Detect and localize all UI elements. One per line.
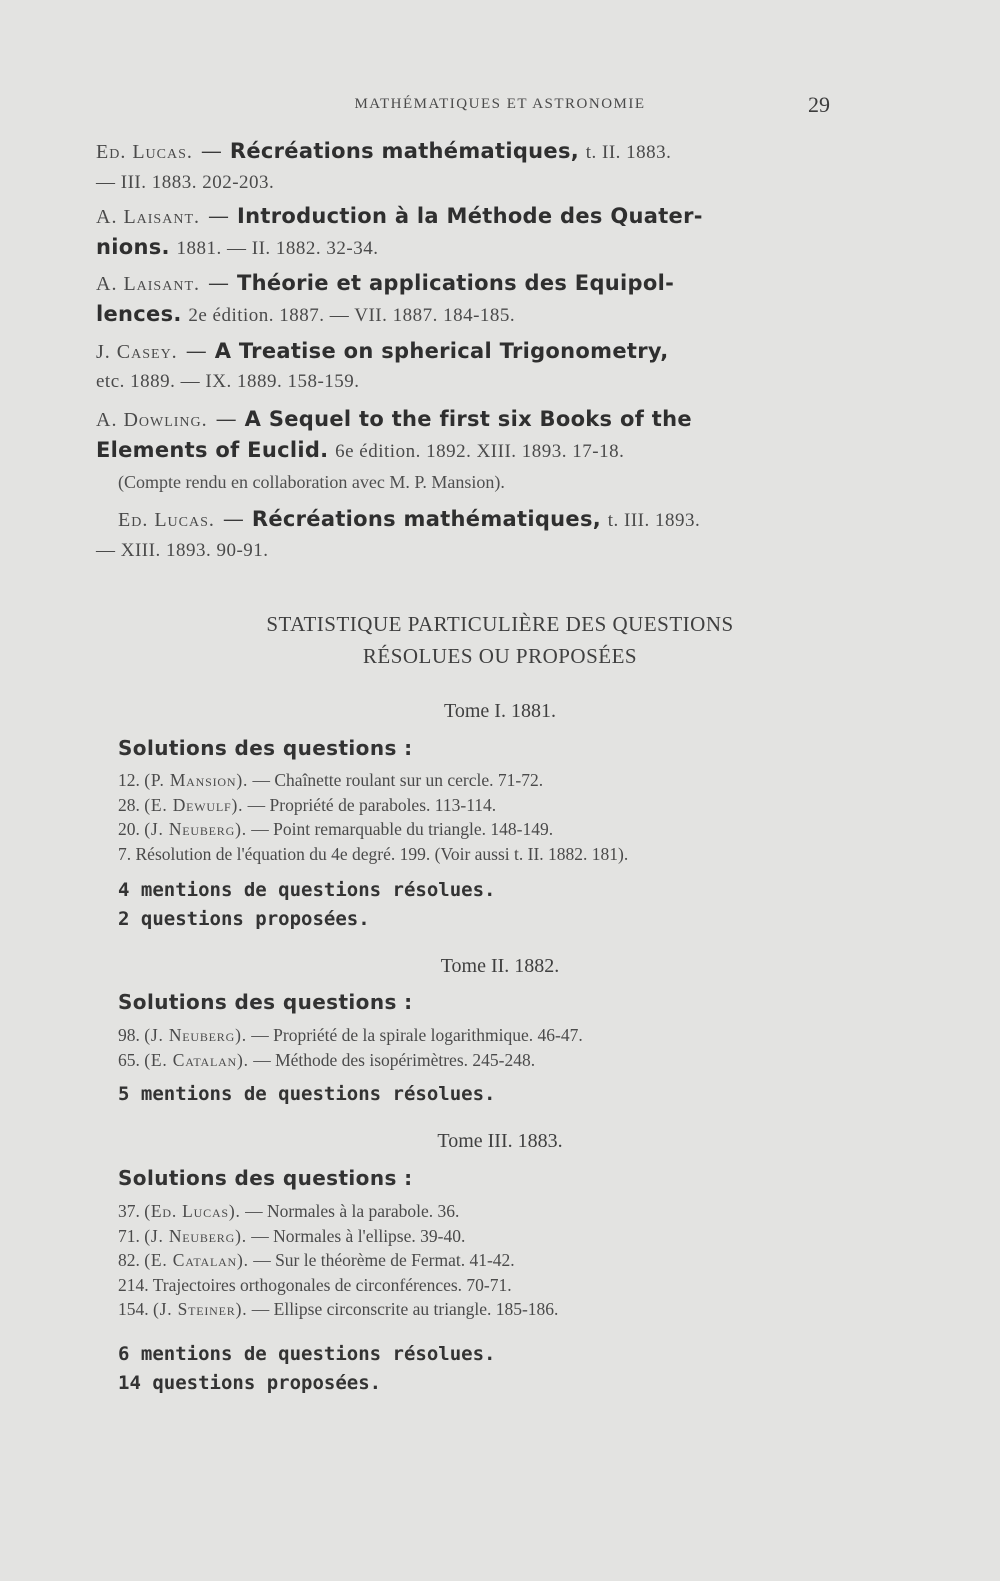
list-item (118, 1048, 838, 1073)
list-item (118, 793, 838, 818)
question-author: (J. Steiner). (153, 1299, 248, 1320)
summary-block (118, 1340, 496, 1398)
entry-reference: 1881. — II. 1882. 32-34. (176, 238, 379, 259)
list-item (118, 768, 838, 793)
entry-author: Ed. Lucas. (96, 141, 193, 163)
question-author: (J. Neuberg). (144, 1225, 247, 1246)
question-number: 28. (118, 794, 140, 815)
entry-author: A. Laisant. (96, 206, 200, 228)
entry-title: A Sequel to the first six Books of the (244, 407, 692, 431)
list-item (118, 1297, 838, 1322)
entry-dash: — (222, 507, 244, 531)
entry-reference: 6e édition. 1892. XIII. 1893. 17-18. (335, 441, 625, 462)
question-author: (P. Mansion). (144, 770, 249, 790)
bibliography-entry (96, 336, 826, 397)
question-number: 98. (118, 1025, 140, 1045)
entry-dash: — (215, 407, 237, 431)
question-number: 37. (118, 1201, 140, 1221)
list-item (118, 1273, 838, 1298)
tome-heading: Tome II. 1882. (440, 955, 560, 977)
question-author: (E. Dewulf). (144, 794, 244, 815)
entry-author: J. Casey. (96, 341, 178, 363)
question-number: 71. (118, 1225, 140, 1246)
question-text: — Méthode des isopérimètres. 245-248. (253, 1049, 536, 1070)
bibliography-entry (96, 136, 826, 198)
summary-line: 5 mentions de questions résolues. (118, 1083, 496, 1105)
entry-author: A. Dowling. (96, 409, 208, 431)
question-text: Résolution de l'équation du 4e degré. 199. (Voir aussi t. II. 1882. 181). (135, 843, 629, 864)
question-number: 154. (118, 1299, 149, 1320)
question-author: (J. Neuberg). (144, 1025, 247, 1045)
question-text: — Point remarquable du triangle. 148-149. (251, 819, 554, 840)
running-title: MATHÉMATIQUES ET ASTRONOMIE (354, 96, 646, 112)
entry-title-continued: lences. (96, 302, 182, 326)
entry-title: Introduction à la Méthode des Quater- (237, 204, 703, 228)
question-text: — Normales à la parabole. 36. (245, 1201, 460, 1221)
list-item (118, 817, 838, 842)
solutions-heading: Solutions des questions : (118, 736, 413, 760)
tome-heading: Tome III. 1883. (437, 1130, 563, 1152)
list-item (118, 1248, 838, 1273)
summary-line: 4 mentions de questions résolues. (118, 879, 496, 901)
entry-reference: t. III. 1893. (607, 510, 701, 531)
summary-block (118, 876, 496, 934)
entry-reference: 2e édition. 1887. — VII. 1887. 184-185. (188, 305, 516, 326)
entry-reference: t. II. 1883. (585, 142, 672, 163)
list-item (118, 1224, 838, 1249)
question-author: (E. Catalan). (144, 1049, 249, 1070)
question-author: (J. Neuberg). (144, 819, 247, 840)
entry-reference-line: etc. 1889. — IX. 1889. 158-159. (96, 371, 360, 392)
question-text: — Chaînette roulant sur un cercle. 71-72. (252, 770, 544, 790)
summary-line: 2 questions proposées. (118, 908, 370, 930)
question-text: — Propriété de paraboles. 113-114. (247, 794, 497, 815)
question-author: (Ed. Lucas). (144, 1201, 241, 1221)
entry-reference-line: — III. 1883. 202-203. (96, 172, 275, 193)
solutions-list (118, 768, 838, 866)
entry-author: A. Laisant. (96, 273, 200, 295)
entry-title: Récréations mathématiques, (251, 507, 602, 531)
list-item (118, 1023, 838, 1048)
question-text: Trajectoires orthogonales de circonférences. 70-71. (152, 1274, 512, 1295)
list-item (118, 842, 838, 867)
entry-title-continued: nions. (96, 235, 170, 259)
bibliography-entry (96, 404, 826, 497)
entry-note: (Compte rendu en collaboration avec M. P. Mansion). (118, 472, 505, 492)
question-number: 214. (118, 1274, 149, 1295)
page-number: 29 (808, 92, 830, 117)
entry-dash: — (208, 271, 229, 295)
question-author: (E. Catalan). (144, 1250, 249, 1271)
entry-title-continued: Elements of Euclid. (96, 438, 329, 462)
solutions-list (118, 1023, 838, 1072)
entry-dash: — (208, 204, 229, 228)
summary-line: 6 mentions de questions résolues. (118, 1343, 496, 1365)
question-text: — Ellipse circonscrite au triangle. 185-186. (251, 1299, 559, 1320)
solutions-heading: Solutions des questions : (118, 990, 413, 1014)
question-number: 7. (118, 843, 132, 864)
running-header (0, 92, 1000, 120)
summary-block (118, 1080, 496, 1109)
solutions-list (118, 1199, 838, 1322)
section-title: STATISTIQUE PARTICULIÈRE DES QUESTIONS (266, 612, 734, 636)
question-text: — Normales à l'ellipse. 39-40. (251, 1225, 466, 1246)
list-item (118, 1199, 838, 1224)
tome-heading: Tome I. 1881. (444, 700, 556, 722)
bibliography-entry (96, 504, 826, 566)
entry-dash: — (200, 139, 222, 163)
entry-author: Ed. Lucas. (118, 509, 215, 531)
question-text: — Sur le théorème de Fermat. 41-42. (253, 1250, 515, 1271)
question-number: 65. (118, 1049, 140, 1070)
bibliography-entry (96, 201, 826, 264)
question-number: 12. (118, 770, 140, 790)
summary-line: 14 questions proposées. (118, 1372, 382, 1394)
entry-dash: — (185, 339, 207, 363)
entry-title: Récréations mathématiques, (229, 139, 580, 163)
entry-title: A Treatise on spherical Trigonometry, (214, 339, 669, 363)
entry-title: Théorie et applications des Equipol- (237, 271, 675, 295)
question-number: 20. (118, 819, 140, 840)
question-text: — Propriété de la spirale logarithmique. 46-47. (251, 1025, 583, 1045)
entry-reference-line: — XIII. 1893. 90-91. (96, 540, 269, 561)
bibliography-entry (96, 268, 826, 331)
solutions-heading: Solutions des questions : (118, 1166, 413, 1190)
section-subtitle: RÉSOLUES OU PROPOSÉES (362, 644, 638, 668)
question-number: 82. (118, 1250, 140, 1271)
